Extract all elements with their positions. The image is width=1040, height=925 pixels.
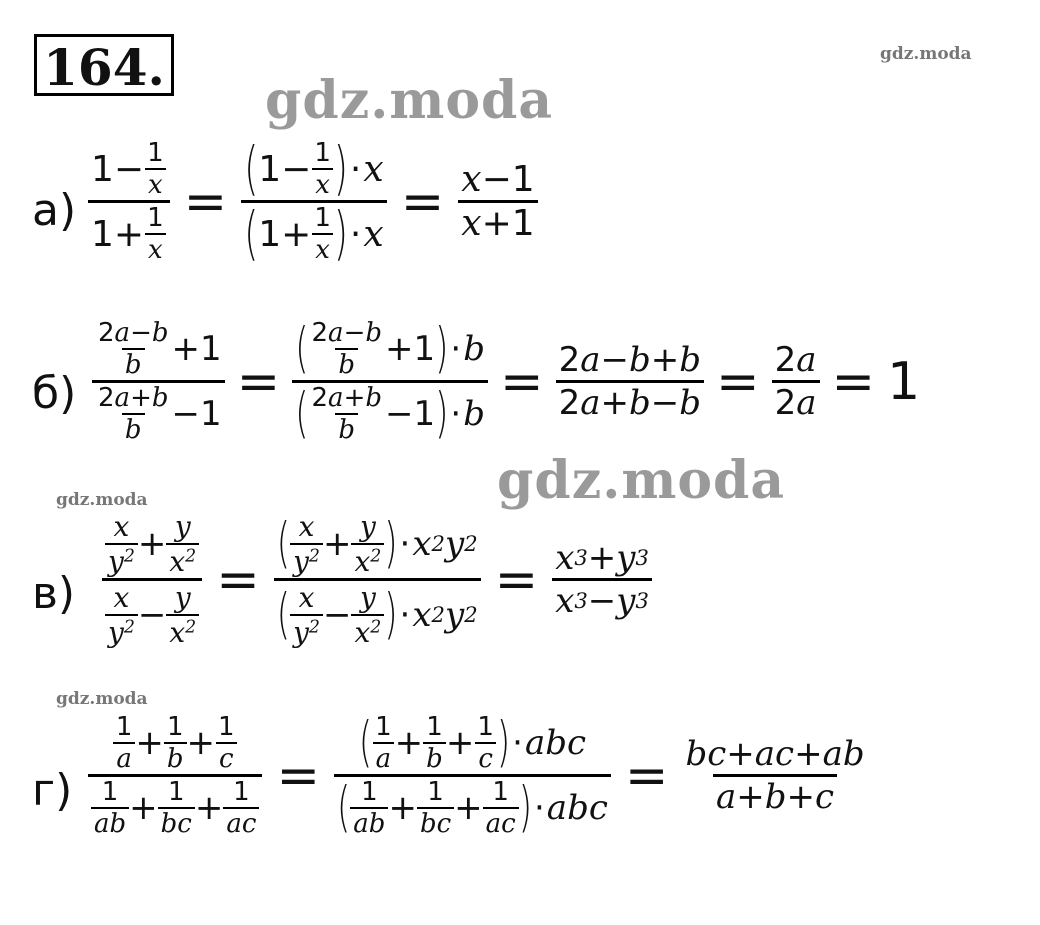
equals-sign: =	[400, 171, 445, 232]
var: b	[151, 383, 169, 413]
digit: 2	[311, 318, 329, 348]
part-b-fraction-2	[292, 318, 488, 445]
var: x	[555, 581, 575, 621]
var: b	[629, 340, 651, 380]
digit: 1	[477, 712, 494, 742]
var: y	[293, 616, 309, 649]
op: +	[587, 538, 617, 578]
digit: 1	[101, 777, 119, 807]
watermark-left-v: gdz.moda	[56, 490, 148, 510]
op: −	[600, 340, 629, 380]
var: y	[359, 581, 376, 614]
var: b	[335, 413, 358, 445]
var: a	[114, 383, 131, 413]
exp: 2	[308, 546, 320, 567]
exp: 2	[185, 617, 197, 638]
paren: )	[435, 317, 449, 381]
var: x	[354, 545, 371, 578]
paren: (	[276, 512, 291, 576]
paren: (	[244, 136, 259, 202]
paren: )	[496, 711, 511, 775]
var: abc	[546, 788, 608, 828]
var: y	[174, 510, 191, 543]
var: b	[151, 318, 169, 348]
op: ·	[399, 595, 411, 635]
part-g-result	[682, 734, 867, 817]
var: ab	[822, 734, 865, 774]
equals-sign: =	[494, 549, 539, 610]
op: −	[650, 383, 680, 423]
digit: 1	[511, 159, 535, 200]
var: x	[312, 233, 333, 265]
exp: 2	[308, 617, 320, 638]
part-a-label: а)	[32, 185, 77, 236]
exp: 2	[370, 617, 382, 638]
part-b-fraction-4	[772, 340, 820, 423]
watermark-left-g: gdz.moda	[56, 689, 148, 709]
var: x	[354, 616, 371, 649]
var: b	[365, 318, 383, 348]
part-g-equation	[88, 712, 868, 839]
paren: (	[295, 317, 309, 381]
digit: 1	[91, 148, 114, 190]
op: +	[130, 383, 152, 413]
paren: (	[337, 776, 351, 840]
digit: 1	[200, 329, 222, 369]
part-a-fraction-1	[88, 138, 170, 265]
digit: 1	[115, 712, 133, 742]
digit: 1	[147, 138, 164, 168]
equals-sign: =	[216, 549, 260, 610]
var: b	[122, 348, 145, 380]
digit: 2	[774, 340, 797, 380]
digit: 2	[98, 383, 115, 413]
digit: 1	[167, 777, 185, 807]
op: ·	[450, 394, 462, 434]
digit: 1	[375, 712, 392, 742]
var: x	[461, 203, 482, 244]
exp: 2	[123, 546, 135, 567]
part-b-fraction-1	[92, 318, 225, 445]
problem-number: 164.	[34, 34, 174, 96]
digit: 1	[218, 712, 235, 742]
digit: 1	[258, 148, 282, 190]
paren: )	[384, 512, 398, 576]
paren: (	[276, 583, 291, 647]
var: a	[373, 742, 395, 774]
part-b-fraction-3	[556, 340, 704, 423]
op: −	[481, 159, 512, 200]
var: b	[764, 777, 787, 817]
digit: 1	[314, 203, 331, 233]
watermark-top: gdz.moda	[265, 70, 554, 131]
var: b	[423, 742, 446, 774]
digit: 1	[258, 213, 282, 255]
part-g-fraction-2	[334, 712, 611, 839]
digit: 1	[427, 777, 444, 807]
var: ab	[350, 807, 388, 839]
var: a	[580, 340, 601, 380]
digit: 1	[233, 777, 250, 807]
var: x	[169, 616, 186, 649]
op: +	[129, 788, 158, 828]
op: +	[194, 788, 224, 828]
op: −	[343, 318, 366, 348]
digit: 2	[311, 383, 329, 413]
op: −	[587, 581, 617, 621]
op: +	[322, 524, 352, 564]
digit: 1	[91, 213, 114, 255]
var: b	[629, 383, 651, 423]
var: b	[122, 413, 145, 445]
paren: )	[333, 201, 348, 267]
var: bc	[158, 807, 195, 839]
paren: (	[358, 711, 373, 775]
digit: 1	[361, 777, 378, 807]
paren: )	[333, 136, 348, 202]
var: ab	[91, 807, 129, 839]
op: ·	[399, 524, 411, 564]
exp: 2	[123, 617, 135, 638]
op: +	[786, 777, 816, 817]
var: y	[616, 581, 636, 621]
var: y	[616, 538, 636, 578]
op: ·	[349, 148, 362, 190]
paren: (	[295, 382, 309, 446]
var: y	[108, 545, 124, 578]
var: b	[365, 383, 383, 413]
part-b-equation	[92, 318, 920, 445]
var: b	[463, 329, 485, 369]
digit: 1	[147, 203, 164, 233]
var: a	[328, 383, 344, 413]
paren: (	[244, 201, 259, 267]
var: x	[113, 581, 130, 614]
var: c	[815, 777, 835, 817]
op: +	[736, 777, 765, 817]
op: ·	[450, 329, 462, 369]
equals-sign: =	[716, 351, 760, 412]
var: x	[363, 148, 384, 190]
equals-sign: =	[183, 171, 228, 232]
digit: 1	[200, 394, 222, 434]
part-v-equation	[102, 510, 652, 649]
var: x	[412, 595, 432, 635]
var: x	[461, 159, 482, 200]
var: y	[359, 510, 376, 543]
exp: 2	[185, 546, 197, 567]
var: x	[145, 233, 166, 265]
op: +	[281, 213, 312, 255]
equals-sign: =	[831, 351, 876, 412]
equals-sign: =	[500, 351, 544, 412]
var: y	[108, 616, 124, 649]
watermark-middle: gdz.moda	[497, 450, 786, 511]
digit: 1	[511, 203, 535, 244]
op: +	[137, 524, 167, 564]
op: +	[385, 329, 414, 369]
var: x	[298, 510, 315, 543]
var: ac	[754, 734, 795, 774]
op: +	[343, 383, 366, 413]
var: y	[174, 581, 191, 614]
var: a	[328, 318, 344, 348]
digit: 2	[558, 340, 581, 380]
part-v-label: в)	[32, 568, 76, 619]
op: +	[388, 788, 417, 828]
exp: 2	[370, 546, 382, 567]
op: +	[186, 723, 216, 763]
op: ·	[349, 213, 362, 255]
var: a	[113, 742, 135, 774]
op: −	[130, 318, 152, 348]
digit: 1	[413, 394, 436, 434]
var: a	[715, 777, 737, 817]
op: +	[135, 723, 164, 763]
op: +	[726, 734, 755, 774]
paren: )	[384, 583, 398, 647]
var: b	[463, 394, 485, 434]
op: −	[113, 148, 145, 190]
part-a-fraction-2	[241, 138, 386, 265]
digit: 2	[558, 383, 581, 423]
part-g-fraction-1	[88, 712, 262, 839]
var: c	[475, 742, 496, 774]
op: −	[137, 595, 167, 635]
var: abc	[524, 723, 587, 763]
part-g-label: г)	[32, 765, 73, 816]
digit: 1	[166, 712, 184, 742]
equals-sign: =	[276, 745, 321, 806]
var: x	[298, 581, 315, 614]
var: b	[679, 340, 702, 380]
var: a	[796, 340, 817, 380]
digit: 2	[98, 318, 115, 348]
part-a-equation	[88, 138, 538, 265]
op: −	[322, 595, 352, 635]
var: x	[145, 168, 166, 200]
op: +	[794, 734, 823, 774]
op: +	[454, 788, 483, 828]
digit: 1	[426, 712, 443, 742]
var: x	[555, 538, 575, 578]
op: +	[113, 213, 145, 255]
part-b-result: 1	[887, 351, 921, 412]
digit: 1	[492, 777, 509, 807]
var: b	[164, 742, 187, 774]
op: −	[171, 394, 201, 434]
var: x	[169, 545, 186, 578]
var: x	[113, 510, 130, 543]
var: c	[216, 742, 237, 774]
paren: )	[518, 776, 532, 840]
digit: 1	[314, 138, 331, 168]
equals-sign: =	[236, 351, 281, 412]
op: ·	[512, 723, 523, 763]
var: b	[335, 348, 358, 380]
var: a	[796, 383, 817, 423]
op: +	[445, 723, 475, 763]
part-v-result: x 3 + y 3 x 3 − y 3	[552, 538, 652, 621]
var: x	[363, 213, 384, 255]
var: y	[293, 545, 309, 578]
var: ac	[483, 807, 519, 839]
op: +	[481, 203, 512, 244]
paren: )	[435, 382, 449, 446]
var: bc	[685, 734, 727, 774]
var: x	[312, 168, 333, 200]
op: −	[385, 394, 414, 434]
op: −	[281, 148, 312, 190]
var: b	[679, 383, 702, 423]
var: bc	[417, 807, 454, 839]
part-v-fraction-2: ( $\frac{x}{y^2}$ + $\frac{y}{x^2}$ ) · x 2 y 2 ( $\frac{x}{y^2}$ − $\frac{y}{x^2}$ ) · x 2 y 2	[274, 510, 481, 649]
op: +	[600, 383, 629, 423]
op: +	[394, 723, 424, 763]
var: a	[580, 383, 601, 423]
equals-sign: =	[624, 745, 669, 806]
part-a-result	[458, 159, 537, 244]
part-v-fraction-1	[102, 510, 202, 649]
watermark-top-right: gdz.moda	[880, 44, 972, 64]
var: ac	[223, 807, 259, 839]
var: y	[444, 524, 465, 564]
var: a	[114, 318, 131, 348]
var: x	[412, 524, 432, 564]
digit: 2	[774, 383, 797, 423]
part-b-label: б)	[32, 368, 77, 419]
var: y	[444, 595, 465, 635]
digit: 1	[413, 329, 436, 369]
op: ·	[533, 788, 545, 828]
op: +	[171, 329, 201, 369]
op: +	[650, 340, 680, 380]
